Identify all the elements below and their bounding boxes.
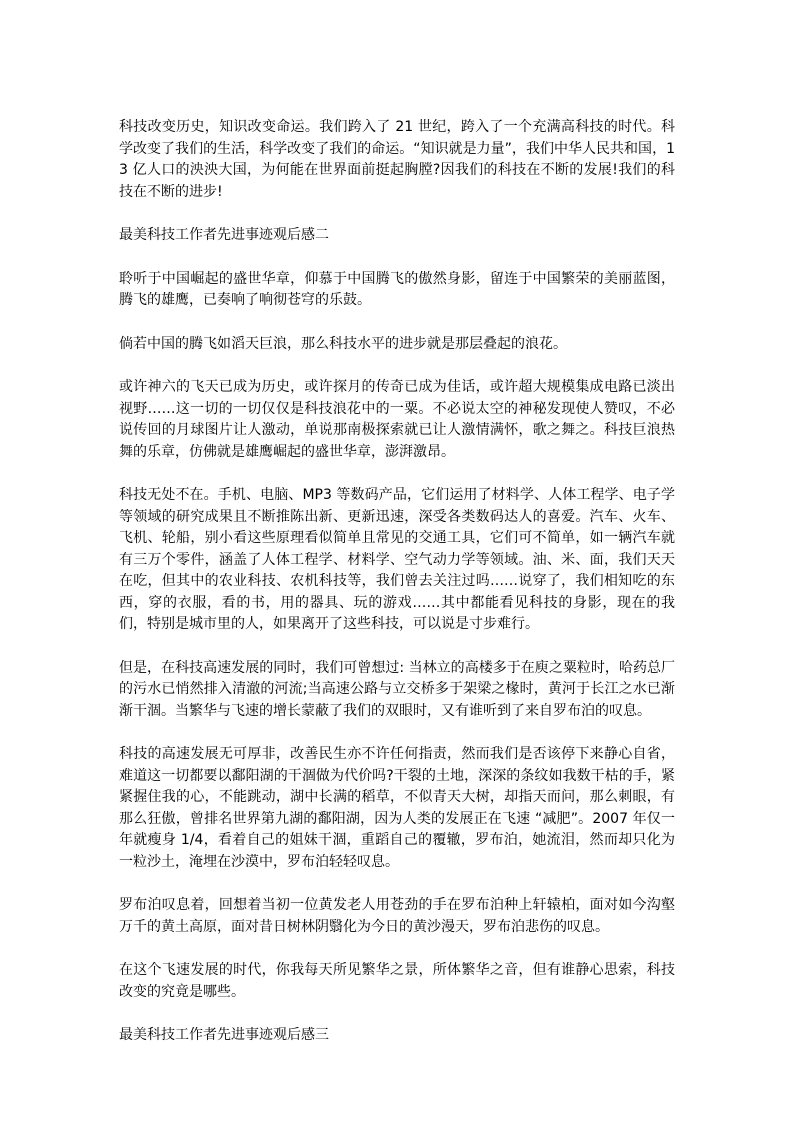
paragraph: 罗布泊叹息着，回想着当初一位黄发老人用苍劲的手在罗布泊种上轩辕柏，面对如今沟壑万千的黄土高原，面对昔日树林阴翳化为今日的黄沙漫天，罗布泊悲伤的叹息。 bbox=[119, 897, 675, 935]
paragraph: 或许神六的飞天已成为历史，或许探月的传奇已成为佳话，或许超大规模集成电路已淡出视野……这一切的一切仅仅是科技浪花中的一粟。不必说太空的神秘发现使人赞叹，不必说传回的月球图片让人激动，单说那南极探索就已让人激情满怀，歌之舞之。科技巨浪热舞的乐章，仿佛就是雄鹰崛起的盛世华章，澎湃激昂。 bbox=[119, 379, 675, 460]
paragraph: 科技无处不在。手机、电脑、MP3 等数码产品，它们运用了材料学、人体工程学、电子学等领域的研究成果且不断推陈出新、更新迅速，深受各类数码达人的喜爱。汽车、火车、飞机、轮船，别小看这些原理看似简单且常见的交通工具，它们可不简单，如一辆汽车就有三万个零件，涵盖了人体工程学、材料学、空气动力学等领域。油、米、面，我们天天在吃，但其中的农业科技、农机科技等，我们曾去关注过吗……说穿了，我们相知吃的东西，穿的衣服，看的书，用的器具、玩的游戏……其中都能看见科技的身影，现在的我们，特别是城市里的人，如果离开了这些科技，可以说是寸步难行。 bbox=[119, 487, 675, 632]
paragraph: 但是，在科技高速发展的同时，我们可曾想过: 当林立的高楼多于在庾之粟粒时，哈药总厂的污水已悄然排入清澈的河流;当高速公路与立交桥多于架梁之椽时，黄河于长江之水已渐渐干涸。当繁华与飞速的增长蒙蔽了我们的双眼时，又有谁听到了来自罗布泊的叹息。 bbox=[119, 659, 675, 719]
paragraph-intro: 科技改变历史，知识改变命运。我们跨入了 21 世纪，跨入了一个充满高科技的时代。科学改变了我们的生活，科学改变了我们的命运。“知识就是力量”，我们中华人民共和国，13 亿人口的泱泱大国，为何能在世界面前挺起胸膛?因我们的科技在不断的发展!我们的科技在不断的进步! bbox=[119, 119, 675, 200]
document-body bbox=[119, 117, 675, 1069]
paragraph: 聆听于中国崛起的盛世华章，仰慕于中国腾飞的傲然身影，留连于中国繁荣的美丽蓝图，腾飞的雄鹰，已奏响了响彻苍穹的乐鼓。 bbox=[119, 270, 675, 308]
section-heading-3: 最美科技工作者先进事迹观后感三 bbox=[119, 1027, 329, 1043]
section-heading-2: 最美科技工作者先进事迹观后感二 bbox=[119, 227, 329, 243]
paragraph: 在这个飞速发展的时代，你我每天所见繁华之景，所体繁华之音，但有谁静心思索，科技改变的究竟是哪些。 bbox=[119, 962, 675, 1000]
paragraph: 科技的高速发展无可厚非，改善民生亦不许任何指责，然而我们是否该停下来静心自省，难道这一切都要以鄱阳湖的干涸做为代价吗?干裂的土地，深深的条纹如我数干枯的手，紧紧握住我的心，不能跳动，湖中长满的稻草，不似青天大树，却指天而问，那么刺眼，有那么狂傲，曾排名世界第九湖的鄱阳湖，因为人类的发展正在飞速 “减肥”。2007 年仅一年就瘦身 1/4，看着自己的姐妹干涸，重蹈自己的覆辙，罗布泊，她流泪，然而却只化为一粒沙土，淹埋在沙漠中，罗布泊轻轻叹息。 bbox=[119, 746, 675, 870]
paragraph: 倘若中国的腾飞如滔天巨浪，那么科技水平的进步就是那层叠起的浪花。 bbox=[119, 335, 567, 352]
